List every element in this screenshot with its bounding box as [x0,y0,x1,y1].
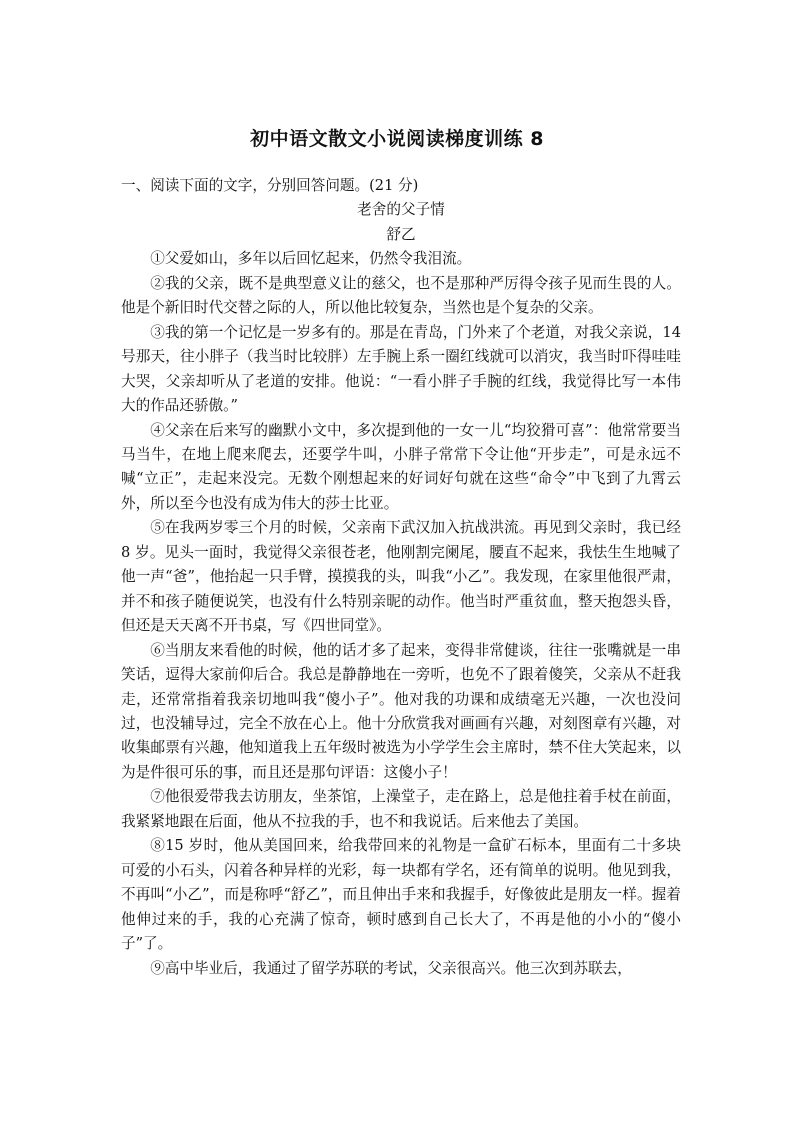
paragraph-8: ⑧15 岁时，他从美国回来，给我带回来的礼物是一盒矿石标本，里面有二十多块可爱的小石头，闪着各种异样的光彩，每一块都有学名，还有简单的说明。他见到我，不再叫“小乙”，而是称呼“舒乙”，而且伸出手来和我握手，好像彼此是朋友一样。握着他伸过来的手，我的心充满了惊奇，顿时感到自己长大了，不再是他的小小的“傻小子”了。 [121,837,681,953]
paragraph-2: ②我的父亲，既不是典型意义让的慈父，也不是那种严厉得令孩子见而生畏的人。他是个新旧时代交替之际的人，所以他比较复杂，当然也是个复杂的父亲。 [121,274,681,317]
paragraph-7: ⑦他很爱带我去访朋友，坐茶馆，上澡堂子，走在路上，总是他拄着手杖在前面，我紧紧地跟在后面，他从不拉我的手，也不和我说话。后来他去了美国。 [121,788,681,830]
document-title: 初中语文散文小说阅读梯度训练 8 [250,128,544,150]
paragraph-3: ③我的第一个记忆是一岁多有的。那是在青岛，门外来了个老道，对我父亲说，14 号那天，往小胖子（我当时比较胖）左手腕上系一圈红线就可以消灾，我当时吓得哇哇大哭，父亲却听从了老道的安排。他说：“一看小胖子手腕的红线，我觉得比写一本伟大的作品还骄傲。” [121,323,681,415]
paragraph-1: ①父爱如山，多年以后回忆起来，仍然令我泪流。 [150,250,472,268]
document-body [121,174,681,981]
section-heading: 一、阅读下面的文字，分别回答问题。(21 分) [121,177,419,194]
paragraph-5: ⑤在我两岁零三个月的时候，父亲南下武汉加入抗战洪流。再见到父亲时，我已经 8 岁。见头一面时，我觉得父亲很苍老，他刚割完阑尾，腰直不起来，我怯生生地喊了他一声“爸”，他抬起一只手臂，摸摸我的头，叫我“小乙”。我发现，在家里他很严肃，并不和孩子随便说笑，也没有什么特别亲昵的动作。他当时严重贫血，整天抱怨头昏，但还是天天离不开书桌，写《四世同堂》。 [121,519,681,635]
paragraph-9: ⑨高中毕业后，我通过了留学苏联的考试，父亲很高兴。他三次到苏联去， [150,959,632,977]
paragraph-6: ⑥当朋友来看他的时候，他的话才多了起来，变得非常健谈，往往一张嘴就是一串笑话，逗得大家前仰后合。我总是静静地在一旁听，也免不了跟着傻笑，父亲从不赶我走，还常常指着我亲切地叫我“傻小子”。他对我的功课和成绩毫无兴趣，一次也没问过，也没辅导过，完全不放在心上。他十分欣赏我对画画有兴趣，对刻图章有兴趣，对收集邮票有兴趣，他知道我上五年级时被选为小学学生会主席时，禁不住大笑起来，以为是件很可乐的事，而且还是那句评语：这傻小子！ [121,641,681,781]
article-title: 老舍的父子情 [357,201,445,219]
article-author: 舒乙 [386,225,416,243]
paragraph-4: ④父亲在后来写的幽默小文中，多次提到他的一女一儿“均狡猾可喜”：他常常要当马当牛，在地上爬来爬去，还要学牛叫，小胖子常常下令让他“开步走”，可是永远不喊“立正”，走起来没完。无数个刚想起来的好词好句就在这些“命令”中飞到了九霄云外，所以至今也没有成为伟大的莎士比亚。 [121,421,681,512]
